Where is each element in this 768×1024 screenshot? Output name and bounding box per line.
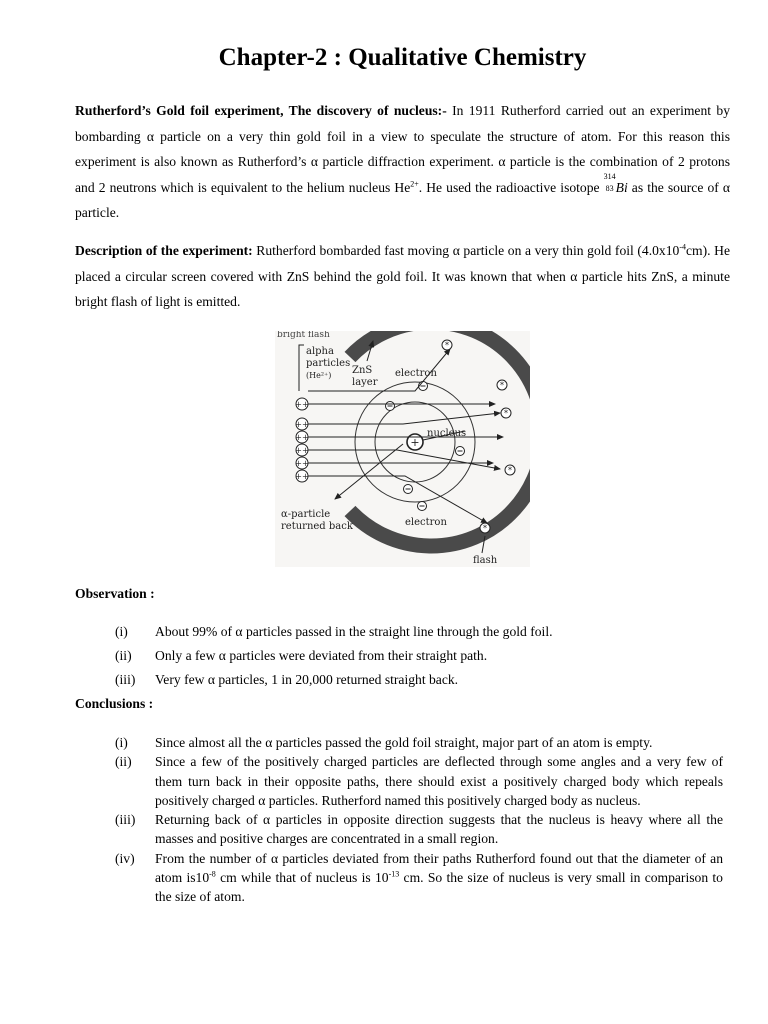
intro-text-1: In 1911 Rutherford carried out an experiment by bombarding α particle on a very thin gold foil in a view to speculate the structure of atom. For this reason this experiment is also known as Rutherford’s α particle diffraction experiment. α particle is the combination of 2 protons and 2 neutrons which is equivalent to the helium nucleus He: [75, 103, 730, 195]
item-number: (iii): [115, 812, 136, 828]
electron-bottom-label: electron: [405, 517, 447, 528]
item-number: (iv): [115, 850, 135, 866]
svg-text:++: ++: [295, 446, 309, 455]
atom-size-exponent: -8: [209, 869, 216, 879]
flash-label: flash: [473, 555, 498, 566]
conclusions-heading: Conclusions :: [75, 696, 154, 711]
observation-list: [115, 620, 723, 692]
nucleus-size-exponent: -13: [388, 869, 400, 879]
helium-charge: 2+: [410, 178, 419, 188]
item-text-c: cm. So the size of nucleus is very small in comparison to the size of atom.: [155, 870, 723, 905]
item-text: Since almost all the α particles passed the gold foil straight, major part of an atom is empty.: [155, 735, 653, 750]
item-text: About 99% of α particles passed in the straight line through the gold foil.: [155, 624, 553, 639]
svg-text:++: ++: [295, 420, 309, 429]
svg-text:++: ++: [295, 472, 309, 481]
nucleus-plus-icon: +: [410, 436, 420, 449]
item-text-a: From the number of α particles deviated from their paths Rutherford found out that the diameter of an atom is10: [155, 850, 723, 886]
svg-text:++: ++: [295, 433, 309, 442]
intro-text-2: . He used the radioactive isotope: [418, 179, 604, 195]
intro-paragraph: [75, 98, 730, 226]
list-item: [115, 752, 723, 810]
page-title: Chapter-2 : Qualitative Chemistry: [218, 44, 587, 71]
description-heading: Description of the experiment:: [75, 243, 253, 258]
rutherford-experiment-figure: [275, 331, 530, 567]
svg-text:*: *: [483, 524, 487, 533]
list-item: [115, 668, 723, 692]
description-text-1: Rutherford bombarded fast moving α particle on a very thin gold foil (4.0x10: [252, 243, 680, 258]
isotope-symbol: Bi: [615, 179, 628, 195]
alpha-label: alpha: [306, 346, 334, 357]
isotope-notation: [603, 171, 616, 194]
intro-text-3: as the source of α particle.: [75, 179, 730, 220]
item-text: Only a few α particles were deviated from their straight path.: [155, 648, 488, 663]
list-item: [115, 810, 723, 849]
svg-text:++: ++: [295, 459, 309, 468]
nucleus-label: nucleus: [427, 428, 467, 439]
isotope-atomic-number: 83: [605, 183, 614, 193]
svg-text:*: *: [445, 341, 449, 350]
svg-text:*: *: [508, 466, 512, 475]
observation-heading: Observation :: [75, 586, 155, 601]
description-paragraph: [75, 238, 730, 315]
returned-label-1: α-particle: [281, 509, 331, 520]
item-text: Returning back of α particles in opposite direction suggests that the nucleus is heavy where all the masses and positive charges are concentrated in a small region.: [155, 812, 723, 847]
item-text: Since a few of the positively charged particles are deflected through some angles and a very few of them turn back in their opposite paths, there should exist a positively charged body which repeals positively charged α particles. Rutherford named this positively charged body as nucleus.: [155, 754, 723, 808]
item-text-b: cm while that of nucleus is 10: [215, 870, 389, 886]
svg-text:*: *: [500, 381, 504, 390]
cropped-top-label: bright flash: [277, 331, 330, 340]
svg-text:++: ++: [295, 400, 309, 409]
isotope-mass: 314: [603, 171, 616, 181]
alpha-bracket: [299, 345, 304, 391]
list-item: [115, 644, 723, 668]
item-number: (i): [115, 624, 128, 639]
electron-marks: [386, 382, 465, 511]
list-item: [115, 733, 723, 752]
experiment-diagram: [275, 331, 530, 567]
returned-label-2: returned back: [281, 521, 353, 532]
zns-label: ZnS: [352, 365, 373, 376]
description-text-2: cm). He placed a circular screen covered with ZnS behind the gold foil. It was known that when α particle hits ZnS, a minute bright flash of light is emitted.: [75, 243, 730, 309]
helium-label: (He²⁺): [306, 371, 332, 380]
item-number: (iii): [115, 672, 136, 687]
svg-text:*: *: [504, 409, 508, 418]
list-item: [115, 620, 723, 644]
item-number: (ii): [115, 648, 132, 663]
item-number: (i): [115, 735, 128, 750]
list-item: [115, 849, 723, 907]
conclusions-list: [115, 733, 723, 907]
foil-thickness-exponent: -4: [679, 242, 686, 252]
intro-heading: Rutherford’s Gold foil experiment, The discovery of nucleus:-: [75, 103, 447, 118]
electron-top-label: electron: [395, 368, 437, 379]
particles-label: particles: [306, 358, 351, 369]
item-number: (ii): [115, 754, 132, 770]
item-text: Very few α particles, 1 in 20,000 returned straight back.: [155, 672, 459, 687]
layer-label: layer: [352, 377, 378, 388]
